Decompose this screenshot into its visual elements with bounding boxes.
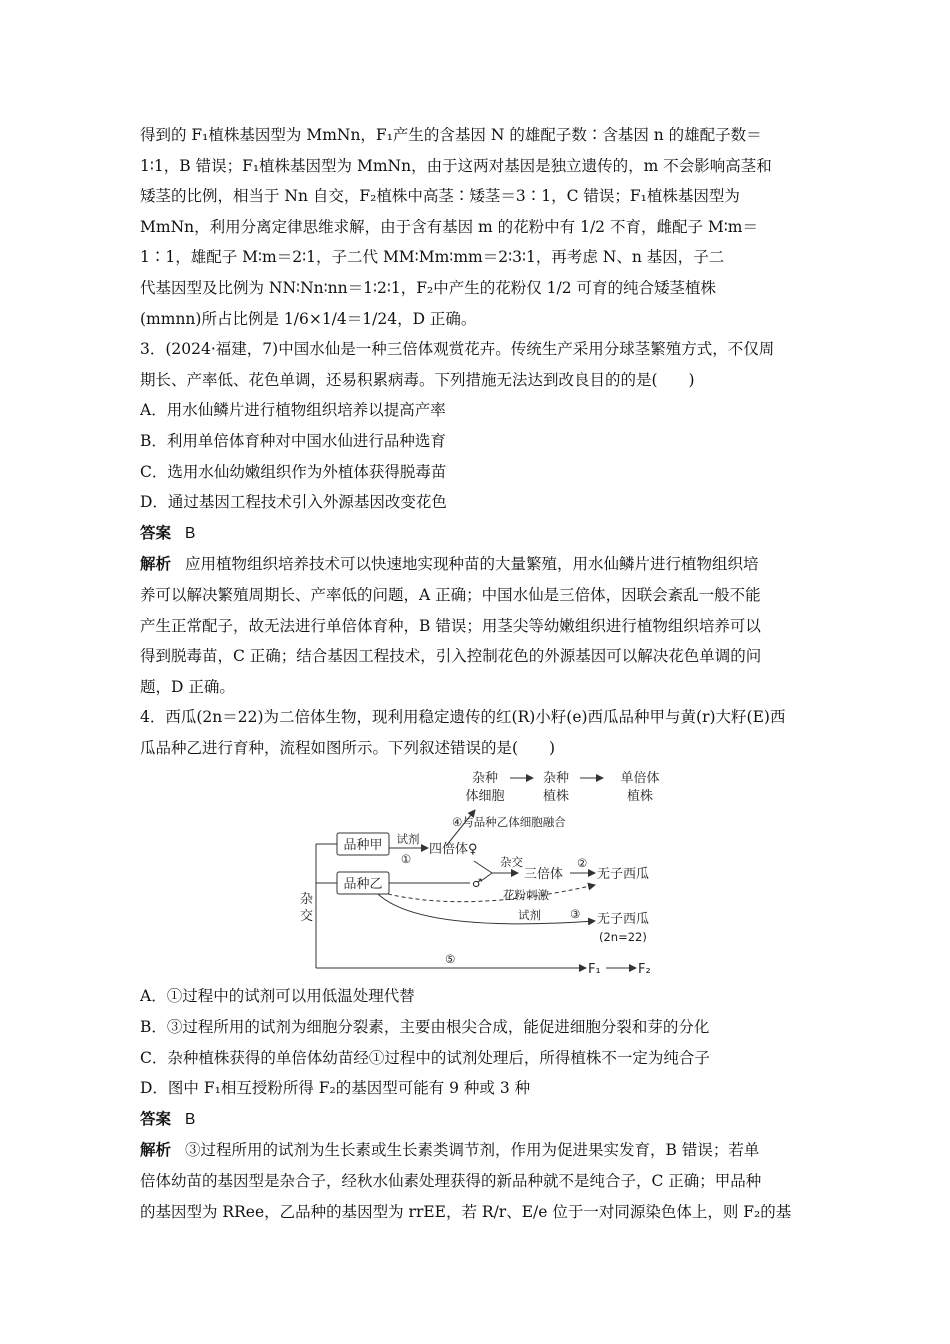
hybrid-cell-label-2: 体细胞	[465, 789, 505, 805]
q4-option-d: D．图中 F₁相互授粉所得 F₂的基因型可能有 9 种或 3 种	[140, 1079, 531, 1098]
step-1-label: ①	[400, 852, 412, 867]
q3-stem-line-2: 期长、产率低、花色单调，还易积累病毒。下列措施无法达到改良目的的是( )	[140, 370, 695, 389]
f1-label: F₁	[588, 962, 601, 978]
continued-explanation-line-7: (mmnn)所占比例是 1/6×1/4＝1/24，D 正确。	[140, 309, 477, 328]
f2-label: F₂	[638, 962, 651, 978]
q4-explanation-line-1	[140, 1135, 812, 1166]
continued-explanation-line-6: 代基因型及比例为 NN∶Nn∶nn＝1∶2∶1，F₂中产生的花粉仅 1/2 可育的纯合矮茎植株	[140, 278, 717, 297]
variety-b-label: 品种乙	[343, 877, 383, 893]
hybridize-label-1: 杂	[300, 892, 314, 908]
seedless-2-label: 无子西瓜	[597, 912, 650, 928]
cross-label: 杂交	[500, 855, 523, 870]
q4-option-a: A．①过程中的试剂可以用低温处理代替	[140, 987, 415, 1006]
male-symbol: ♂	[472, 876, 483, 891]
q3-answer-label: 答案	[140, 523, 172, 542]
cross-line-female	[474, 861, 492, 873]
q3-answer-value: B	[185, 524, 196, 542]
q4-option-b: B．③过程所用的试剂为细胞分裂素，主要由根尖合成，能促进细胞分裂和芽的分化	[140, 1018, 710, 1037]
q4-answer-label: 答案	[140, 1109, 172, 1128]
q4-option-c: C．杂种植株获得的单倍体幼苗经①过程中的试剂处理后，所得植株不一定为纯合子	[140, 1048, 710, 1067]
q4-explanation-label: 解析	[140, 1141, 172, 1160]
step-5-label: ⑤	[445, 952, 456, 967]
q4-explanation-line-3: 的基因型为 RRee，乙品种的基因型为 rrEE，若 R/r、E/e 位于一对同源染色体上，则 F₂的基	[140, 1202, 792, 1221]
reagent-3-label: 试剂	[518, 908, 541, 923]
step-3-label: ③	[570, 907, 581, 922]
triploid-label: 三倍体	[524, 867, 564, 883]
cross-line-male	[481, 873, 492, 881]
continued-explanation-line-5: 1∶1，雄配子 M∶m＝2∶1，子二代 MM∶Mm∶mm＝2∶3∶1，再考虑 N、n 基因，子二	[140, 248, 725, 267]
fusion-label: ④与品种乙体细胞融合	[452, 815, 566, 830]
q4-stem-line-2: 瓜品种乙进行育种，流程如图所示。下列叙述错误的是( )	[140, 738, 556, 757]
arrow-pollen-dashed	[388, 885, 595, 902]
hybrid-cell-label-1: 杂种	[471, 771, 499, 787]
q4-explanation-text-1: ③过程所用的试剂为生长素或生长素类调节剂，作用为促进果实发育，B 错误；若单	[185, 1141, 760, 1160]
step-2-label: ②	[577, 856, 588, 871]
reagent-1-label: 试剂	[396, 832, 420, 847]
q3-stem-line-1: 3．(2024·福建，7)中国水仙是一种三倍体观赏花卉。传统生产采用分球茎繁殖方式，不仅周	[140, 340, 775, 359]
q3-explanation-line-4: 得到脱毒苗，C 正确；结合基因工程技术，引入控制花色的外源基因可以解决花色单调的问	[140, 647, 762, 666]
q4-answer	[140, 1104, 812, 1136]
haploid-label-1: 单倍体	[620, 771, 660, 787]
q3-explanation-label: 解析	[140, 555, 172, 574]
continued-explanation-line-1: 得到的 F₁植株基因型为 MmNn，F₁产生的含基因 N 的雄配子数∶含基因 n 的雄配子数＝	[140, 126, 762, 144]
q3-explanation-line-1	[140, 549, 812, 580]
seedless-2-note: (2n=22)	[599, 930, 647, 945]
q4-stem-line-1: 4．西瓜(2n＝22)为二倍体生物，现利用稳定遗传的红(R)小籽(e)西瓜品种甲与黄(r)大籽(E)西	[140, 708, 786, 727]
pollen-label: 花粉刺激	[503, 888, 549, 903]
continued-explanation-line-2: 1∶1，B 错误；F₁植株基因型为 MmNn，由于这两对基因是独立遗传的，m 不会影响高茎和	[140, 156, 772, 175]
breeding-flowchart-svg	[140, 763, 812, 981]
q3-option-d: D．通过基因工程技术引入外源基因改变花色	[140, 493, 447, 512]
tetraploid-label: 四倍体♀	[429, 842, 478, 858]
q3-answer	[140, 518, 812, 550]
q3-option-a: A．用水仙鳞片进行植物组织培养以提高产率	[140, 401, 446, 420]
q3-option-b: B．利用单倍体育种对中国水仙进行品种选育	[140, 431, 446, 450]
q3-explanation-text-1: 应用植物组织培养技术可以快速地实现种苗的大量繁殖，用水仙鳞片进行植物组织培	[185, 555, 759, 574]
q3-explanation-line-5: 题，D 正确。	[140, 677, 235, 696]
q3-explanation-line-2: 养可以解决繁殖周期长、产率低的问题，A 正确；中国水仙是三倍体，因联会紊乱一般不能	[140, 585, 761, 604]
haploid-label-2: 植株	[626, 789, 654, 805]
content-column	[140, 120, 812, 1227]
hybridize-label-2: 交	[300, 909, 314, 925]
continued-explanation-line-3: 矮茎的比例，相当于 Nn 自交，F₂植株中高茎∶矮茎＝3∶1，C 错误；F₁植株基因型为	[140, 187, 740, 206]
seedless-1-label: 无子西瓜	[597, 867, 650, 883]
q3-explanation-line-3: 产生正常配子，故无法进行单倍体育种，B 错误；用茎尖等幼嫩组织进行植物组织培养可以	[140, 616, 761, 635]
continued-explanation-line-4: MmNn，利用分离定律思维求解，由于含有基因 m 的花粉中有 1/2 不育，雌配子 M∶m＝	[140, 217, 758, 236]
q4-answer-value: B	[185, 1110, 196, 1128]
hybrid-plant-label-1: 杂种	[542, 771, 570, 787]
breeding-flowchart	[140, 763, 812, 981]
q3-option-c: C．选用水仙幼嫩组织作为外植体获得脱毒苗	[140, 462, 447, 481]
hybrid-plant-label-2: 植株	[542, 789, 570, 805]
variety-a-label: 品种甲	[343, 838, 383, 854]
q4-explanation-line-2: 倍体幼苗的基因型是杂合子，经秋水仙素处理获得的新品种就不是纯合子，C 正确；甲品种	[140, 1172, 762, 1191]
